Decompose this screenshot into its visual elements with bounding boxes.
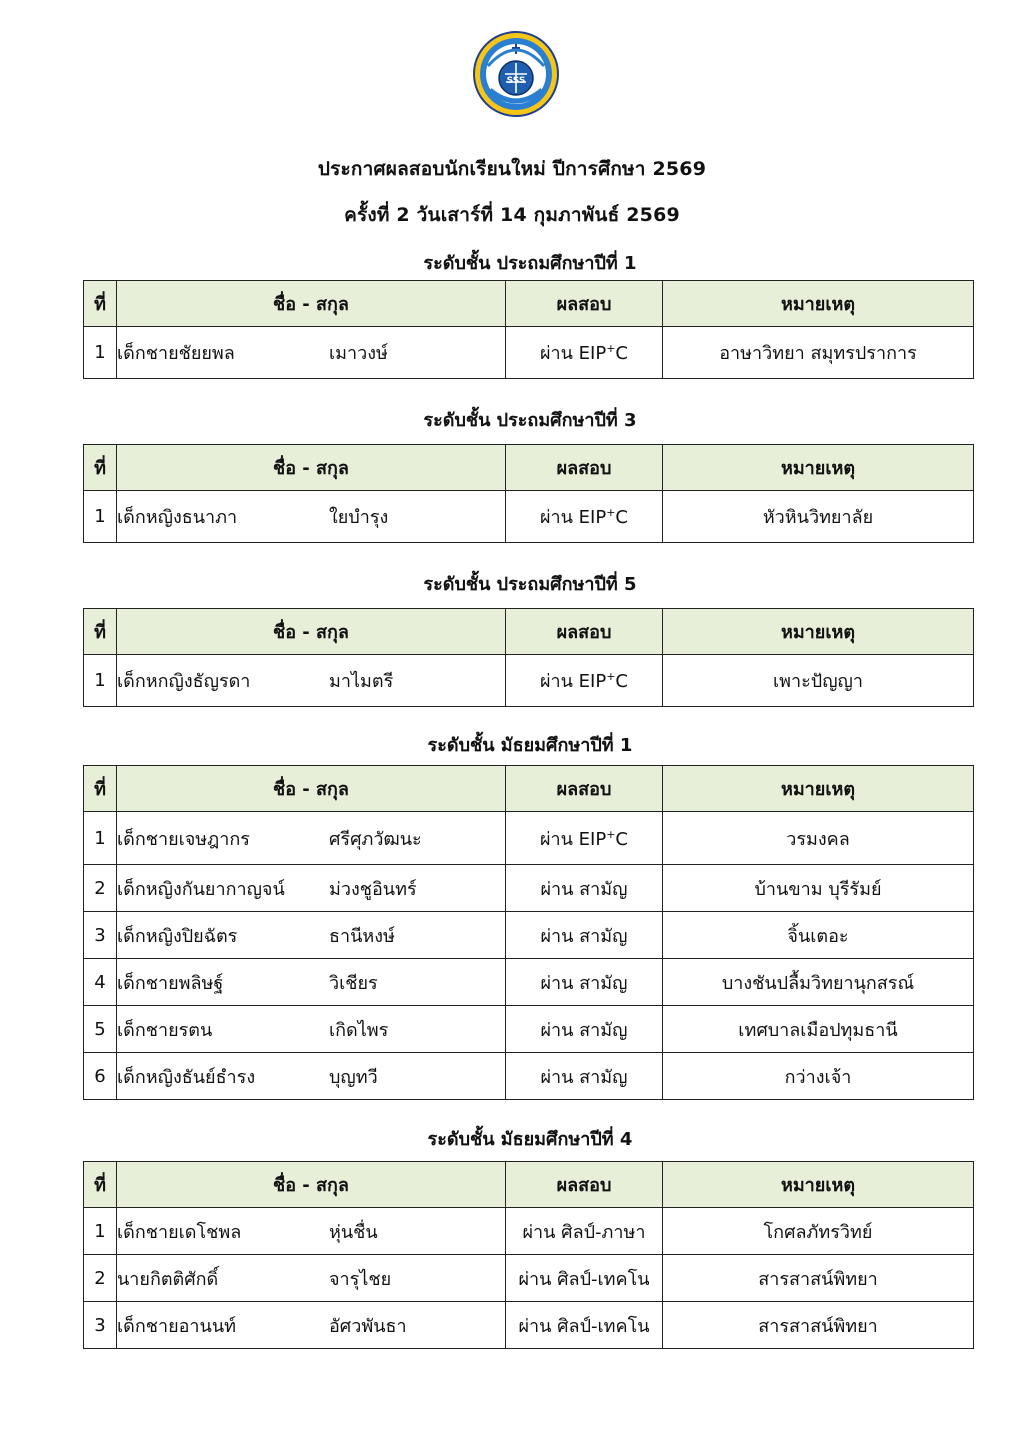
section-title: ระดับชั้น ประถมศึกษาปีที่ 5 bbox=[423, 574, 637, 595]
row-number: 6 bbox=[84, 1053, 117, 1100]
student-name bbox=[117, 1255, 506, 1302]
exam-result: ผ่าน ศิลป์-เทคโน bbox=[506, 1302, 663, 1349]
column-header-remark: หมายเหตุ bbox=[663, 281, 974, 327]
remark: สารสาสน์พิทยา bbox=[663, 1255, 974, 1302]
column-header-remark: หมายเหตุ bbox=[663, 1162, 974, 1208]
result-text: ผ่าน EIP bbox=[539, 671, 607, 692]
school-emblem-icon bbox=[472, 30, 560, 118]
table-row bbox=[84, 912, 974, 959]
column-header-no: ที่ bbox=[84, 609, 117, 655]
last-name: จารุไชย bbox=[329, 1268, 392, 1290]
column-header-name: ชื่อ - สกุล bbox=[117, 609, 506, 655]
section-title: ระดับชั้น ประถมศึกษาปีที่ 3 bbox=[423, 410, 637, 431]
results-table bbox=[83, 280, 974, 379]
result-suffix: C bbox=[615, 671, 628, 692]
column-header-name: ชื่อ - สกุล bbox=[117, 445, 506, 491]
exam-result: ผ่าน สามัญ bbox=[506, 959, 663, 1006]
table-row bbox=[84, 327, 974, 379]
exam-result: ผ่าน ศิลป์-ภาษา bbox=[506, 1208, 663, 1255]
table-row bbox=[84, 1208, 974, 1255]
column-header-result: ผลสอบ bbox=[506, 1162, 663, 1208]
table-row bbox=[84, 865, 974, 912]
first-name: เด็กหญิงธนาภา bbox=[117, 507, 238, 528]
table-row bbox=[84, 1255, 974, 1302]
student-name bbox=[117, 912, 506, 959]
row-number: 2 bbox=[84, 1255, 117, 1302]
remark: เพาะปัญญา bbox=[663, 655, 974, 707]
column-header-result: ผลสอบ bbox=[506, 281, 663, 327]
table-row bbox=[84, 1053, 974, 1100]
last-name: อัศวพันธา bbox=[329, 1315, 407, 1337]
exam-result: ผ่าน สามัญ bbox=[506, 912, 663, 959]
column-header-name: ชื่อ - สกุล bbox=[117, 1162, 506, 1208]
results-table bbox=[83, 765, 974, 1100]
first-name: เด็กหญิงธันย์ธำรง bbox=[117, 1066, 256, 1088]
last-name: ใยบำรุง bbox=[329, 507, 389, 528]
last-name: หุ่นชื่น bbox=[329, 1221, 378, 1243]
student-name bbox=[117, 1006, 506, 1053]
last-name: วิเชียร bbox=[329, 972, 378, 994]
column-header-no: ที่ bbox=[84, 281, 117, 327]
result-superscript: + bbox=[606, 827, 616, 841]
remark: หัวหินวิทยาลัย bbox=[663, 491, 974, 543]
student-name bbox=[117, 491, 506, 543]
table-row bbox=[84, 812, 974, 865]
result-suffix: C bbox=[615, 343, 628, 364]
table-header-row bbox=[84, 766, 974, 812]
remark: โกศลภัทรวิทย์ bbox=[663, 1208, 974, 1255]
row-number: 2 bbox=[84, 865, 117, 912]
exam-result: ผ่าน สามัญ bbox=[506, 1053, 663, 1100]
row-number: 3 bbox=[84, 912, 117, 959]
column-header-remark: หมายเหตุ bbox=[663, 609, 974, 655]
student-name bbox=[117, 812, 506, 865]
student-name bbox=[117, 1208, 506, 1255]
row-number: 1 bbox=[84, 812, 117, 865]
exam-result: ผ่าน สามัญ bbox=[506, 865, 663, 912]
student-name bbox=[117, 959, 506, 1006]
column-header-remark: หมายเหตุ bbox=[663, 766, 974, 812]
column-header-no: ที่ bbox=[84, 445, 117, 491]
last-name: เมาวงษ์ bbox=[329, 343, 388, 364]
remark: กว่างเจ้า bbox=[663, 1053, 974, 1100]
last-name: มาไมตรี bbox=[329, 671, 394, 692]
remark: บ้านขาม บุรีรัมย์ bbox=[663, 865, 974, 912]
exam-result: ผ่าน ศิลป์-เทคโน bbox=[506, 1255, 663, 1302]
last-name: บุญทวี bbox=[329, 1066, 378, 1088]
section-title: ระดับชั้น มัธยมศึกษาปีที่ 1 bbox=[427, 735, 633, 756]
student-name bbox=[117, 327, 506, 379]
row-number: 1 bbox=[84, 491, 117, 543]
exam-result bbox=[506, 812, 663, 865]
svg-text:SSS: SSS bbox=[506, 76, 526, 86]
exam-result bbox=[506, 655, 663, 707]
last-name: ธานีหงษ์ bbox=[329, 925, 395, 947]
student-name bbox=[117, 655, 506, 707]
table-row bbox=[84, 1006, 974, 1053]
first-name: เด็กหกญิงธัญรดา bbox=[117, 671, 251, 692]
row-number: 1 bbox=[84, 327, 117, 379]
section-title: ระดับชั้น มัธยมศึกษาปีที่ 4 bbox=[427, 1129, 633, 1150]
student-name bbox=[117, 1053, 506, 1100]
first-name: เด็กชายเจษฎากร bbox=[117, 828, 250, 850]
column-header-result: ผลสอบ bbox=[506, 609, 663, 655]
remark: เทศบาลเมือปทุมธานี bbox=[663, 1006, 974, 1053]
student-name bbox=[117, 1302, 506, 1349]
first-name: เด็กชายชัยยพล bbox=[117, 343, 235, 364]
row-number: 3 bbox=[84, 1302, 117, 1349]
table-row bbox=[84, 959, 974, 1006]
table-header-row bbox=[84, 1162, 974, 1208]
page-title: ประกาศผลสอบนักเรียนใหม่ ปีการศึกษา 2569 bbox=[317, 158, 707, 180]
column-header-result: ผลสอบ bbox=[506, 766, 663, 812]
remark: บางชันปลื้มวิทยานุกสรณ์ bbox=[663, 959, 974, 1006]
row-number: 1 bbox=[84, 1208, 117, 1255]
exam-result: ผ่าน สามัญ bbox=[506, 1006, 663, 1053]
row-number: 5 bbox=[84, 1006, 117, 1053]
column-header-no: ที่ bbox=[84, 1162, 117, 1208]
result-text: ผ่าน EIP bbox=[539, 507, 607, 528]
student-name bbox=[117, 865, 506, 912]
table-header-row bbox=[84, 609, 974, 655]
row-number: 1 bbox=[84, 655, 117, 707]
results-table bbox=[83, 1161, 974, 1349]
exam-result bbox=[506, 327, 663, 379]
column-header-name: ชื่อ - สกุล bbox=[117, 766, 506, 812]
first-name: เด็กชายเดโชพล bbox=[117, 1221, 242, 1243]
remark: อาษาวิทยา สมุทรปราการ bbox=[663, 327, 974, 379]
remark: สารสาสน์พิทยา bbox=[663, 1302, 974, 1349]
page-subtitle: ครั้งที่ 2 วันเสาร์ที่ 14 กุมภาพันธ์ 2569 bbox=[344, 204, 680, 226]
column-header-name: ชื่อ - สกุล bbox=[117, 281, 506, 327]
last-name: ศรีศุภวัฒนะ bbox=[329, 828, 422, 850]
exam-result bbox=[506, 491, 663, 543]
first-name: เด็กหญิงกันยากาญจน์ bbox=[117, 878, 285, 900]
result-superscript: + bbox=[606, 670, 616, 683]
result-suffix: C bbox=[615, 828, 628, 850]
first-name: เด็กหญิงปิยฉัตร bbox=[117, 925, 238, 947]
results-table bbox=[83, 608, 974, 707]
table-row bbox=[84, 491, 974, 543]
last-name: ม่วงชูอินทร์ bbox=[329, 878, 417, 900]
remark: จิ้นเตอะ bbox=[663, 912, 974, 959]
first-name: เด็กชายรตน bbox=[117, 1019, 213, 1041]
column-header-remark: หมายเหตุ bbox=[663, 445, 974, 491]
result-text: ผ่าน EIP bbox=[539, 343, 607, 364]
column-header-no: ที่ bbox=[84, 766, 117, 812]
result-superscript: + bbox=[606, 506, 616, 519]
table-header-row bbox=[84, 445, 974, 491]
result-text: ผ่าน EIP bbox=[539, 828, 607, 850]
results-table bbox=[83, 444, 974, 543]
table-row bbox=[84, 1302, 974, 1349]
last-name: เกิดไพร bbox=[329, 1019, 389, 1041]
table-row bbox=[84, 655, 974, 707]
first-name: นายกิตติศักดิ์ bbox=[117, 1268, 219, 1290]
row-number: 4 bbox=[84, 959, 117, 1006]
table-header-row bbox=[84, 281, 974, 327]
remark: วรมงคล bbox=[663, 812, 974, 865]
section-title: ระดับชั้น ประถมศึกษาปีที่ 1 bbox=[423, 253, 637, 274]
result-suffix: C bbox=[615, 507, 628, 528]
result-superscript: + bbox=[606, 342, 616, 355]
first-name: เด็กชายพลิษฐ์ bbox=[117, 972, 224, 994]
first-name: เด็กชายอานนท์ bbox=[117, 1315, 237, 1337]
column-header-result: ผลสอบ bbox=[506, 445, 663, 491]
